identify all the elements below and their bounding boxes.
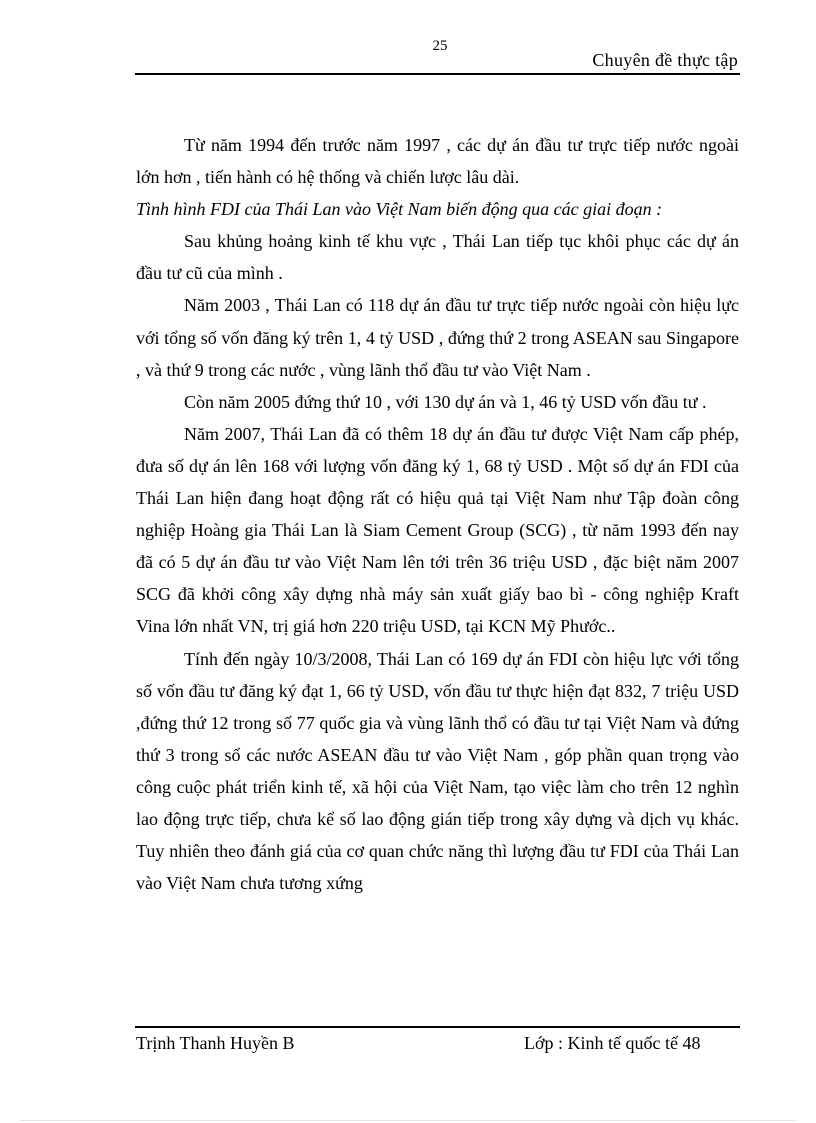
header-rule — [135, 73, 740, 75]
paragraph-3: Năm 2003 , Thái Lan có 118 dự án đầu tư trực tiếp nước ngoài còn hiệu lực với tổng số vốn đăng ký trên 1, 4 tỷ USD , đứng thứ 2 trong ASEAN sau Singapore , và thứ 9 trong các nước , vùng lãnh thổ đầu tư vào Việt Nam . — [136, 295, 739, 380]
paragraph-6: Tính đến ngày 10/3/2008, Thái Lan có 169 dự án FDI còn hiệu lực với tổng số vốn đầu tư đăng ký đạt 1, 66 tỷ USD, vốn đầu tư thực hiện đạt 832, 7 triệu USD ,đứng thứ 12 trong số 77 quốc gia và vùng lãnh thổ có đầu tư tại Việt Nam và đứng thứ 3 trong số các nước ASEAN đầu tư vào Việt Nam , góp phần quan trọng vào công cuộc phát triển kinh tế, xã hội của Việt Nam, tạo việc làm cho trên 12 nghìn lao động trực tiếp, chưa kể số lao động gián tiếp trong xây dựng và dịch vụ khác. Tuy nhiên theo đánh giá của cơ quan chức năng thì lượng đầu tư FDI của Thái Lan vào Việt Nam chưa tương xứng — [136, 648, 739, 894]
footer-author: Trịnh Thanh Huyền B — [136, 1033, 295, 1053]
footer-class: Lớp : Kinh tế quốc tế 48 — [524, 1033, 701, 1053]
paragraph-1: Từ năm 1994 đến trước năm 1997 , các dự án đầu tư trực tiếp nước ngoài lớn hơn , tiến hành có hệ thống và chiến lược lâu dài. — [136, 135, 739, 188]
paragraph-4: Còn năm 2005 đứng thứ 10 , với 130 dự án và 1, 46 tỷ USD vốn đầu tư . — [184, 391, 707, 412]
paragraph-2: Sau khủng hoảng kinh tế khu vực , Thái Lan tiếp tục khôi phục các dự án đầu tư cũ của mình . — [136, 231, 739, 284]
page-edge-divider — [20, 1120, 796, 1121]
page-number: 25 — [432, 38, 448, 54]
paragraph-5: Năm 2007, Thái Lan đã có thêm 18 dự án đầu tư được Việt Nam cấp phép, đưa số dự án lên 168 với lượng vốn đăng ký 1, 68 tỷ USD . Một số dự án FDI của Thái Lan hiện đang hoạt động rất có hiệu quả tại Việt Nam như Tập đoàn công nghiệp Hoàng gia Thái Lan là Siam Cement Group (SCG) , từ năm 1993 đến nay đã có 5 dự án đầu tư vào Việt Nam lên tới trên 36 triệu USD , đặc biệt năm 2007 SCG đã khởi công xây dựng nhà máy sản xuất giấy bao bì - công nghiệp Kraft Vina lớn nhất VN, trị giá hơn 220 triệu USD, tại KCN Mỹ Phước.. — [136, 423, 739, 637]
header-title: Chuyên đề thực tập — [592, 50, 738, 70]
footer-rule — [135, 1026, 740, 1028]
document-body — [136, 129, 739, 899]
section-heading: Tình hình FDI của Thái Lan vào Việt Nam biến động qua các giai đoạn : — [136, 199, 663, 220]
